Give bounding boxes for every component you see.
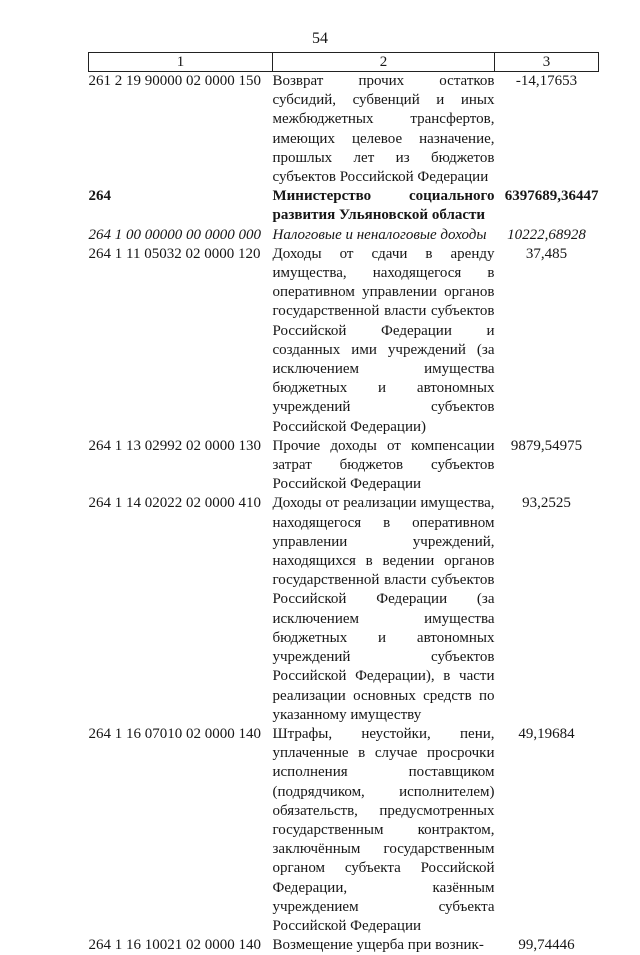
revenue-description: Налоговые и неналоговые доходы [272,226,487,243]
table-row [89,494,599,724]
revenue-amount: 10222,68928 [507,226,586,243]
revenue-amount: 9879,54975 [510,437,583,454]
budget-code: 264 [88,188,111,205]
revenue-description: Возмещение ущерба при возник- [272,937,484,954]
column-header-amount: 3 [495,53,599,72]
budget-code: 264 1 00 00000 00 0000 000 [88,226,261,243]
revenue-amount: 49,19684 [518,725,575,742]
revenue-amount: 99,74446 [518,937,575,954]
table-row [89,245,599,437]
revenue-amount: 37,485 [525,245,568,262]
revenue-description: Прочие доходы от компенсации затрат бюджетов субъектов Российской Федерации [272,437,495,493]
table-row [89,437,599,495]
table-row-subtotal [89,226,599,245]
budget-code: 261 2 19 90000 02 0000 150 [88,73,261,89]
column-header-description: 2 [273,53,495,72]
revenue-description: Доходы от реализации имущества, находящегося в оперативном управлении учреждений, находящихся в ведении органов государственной власти субъектов Российской Федерации (за исключением имущества бюджетных и автономных учреждений субъектов Российской Федерации), в части реализации основных средств по указанному имуществу [272,495,495,723]
revenue-table [88,52,599,955]
table-row [89,936,599,955]
table-header-row [89,53,599,72]
table-row [89,725,599,936]
revenue-description: Доходы от сдачи в аренду имущества, находящегося в оперативном управлении органов государственной власти субъектов Российской Федерации и созданных ими учреждений (за исключением имущества бюджетных и автономных учреждений субъектов Российской Федерации) [272,245,495,435]
revenue-amount: 93,2525 [522,495,571,512]
revenue-description: Возврат прочих остатков субсидий, субвенций и иных межбюджетных трансфертов, имеющих целевое назначение, прошлых лет из бюджетов субъектов Российской Федерации [272,73,495,186]
page-number: 54 [312,30,328,47]
ministry-total: 6397689,36447 [504,188,599,205]
budget-code: 264 1 14 02022 02 0000 410 [88,495,261,512]
column-header-code: 1 [89,53,273,72]
budget-code: 264 1 11 05032 02 0000 120 [88,245,261,262]
budget-code: 264 1 16 10021 02 0000 140 [88,937,261,954]
budget-code: 264 1 16 07010 02 0000 140 [88,725,261,742]
ministry-name: Министерство социального развития Ульяновской области [272,188,495,224]
table-row-ministry [89,187,599,225]
budget-code: 264 1 13 02992 02 0000 130 [88,437,261,454]
revenue-amount: -14,17653 [515,73,578,89]
revenue-description: Штрафы, неустойки, пени, уплаченные в случае просрочки исполнения поставщиком (подрядчиком, исполнителем) обязательств, предусмотренных государственным контрактом, заключённым государственным органом субъекта Российской Федерации, казённым учреждением субъекта Российской Федерации [272,725,495,934]
table-row [89,72,599,188]
